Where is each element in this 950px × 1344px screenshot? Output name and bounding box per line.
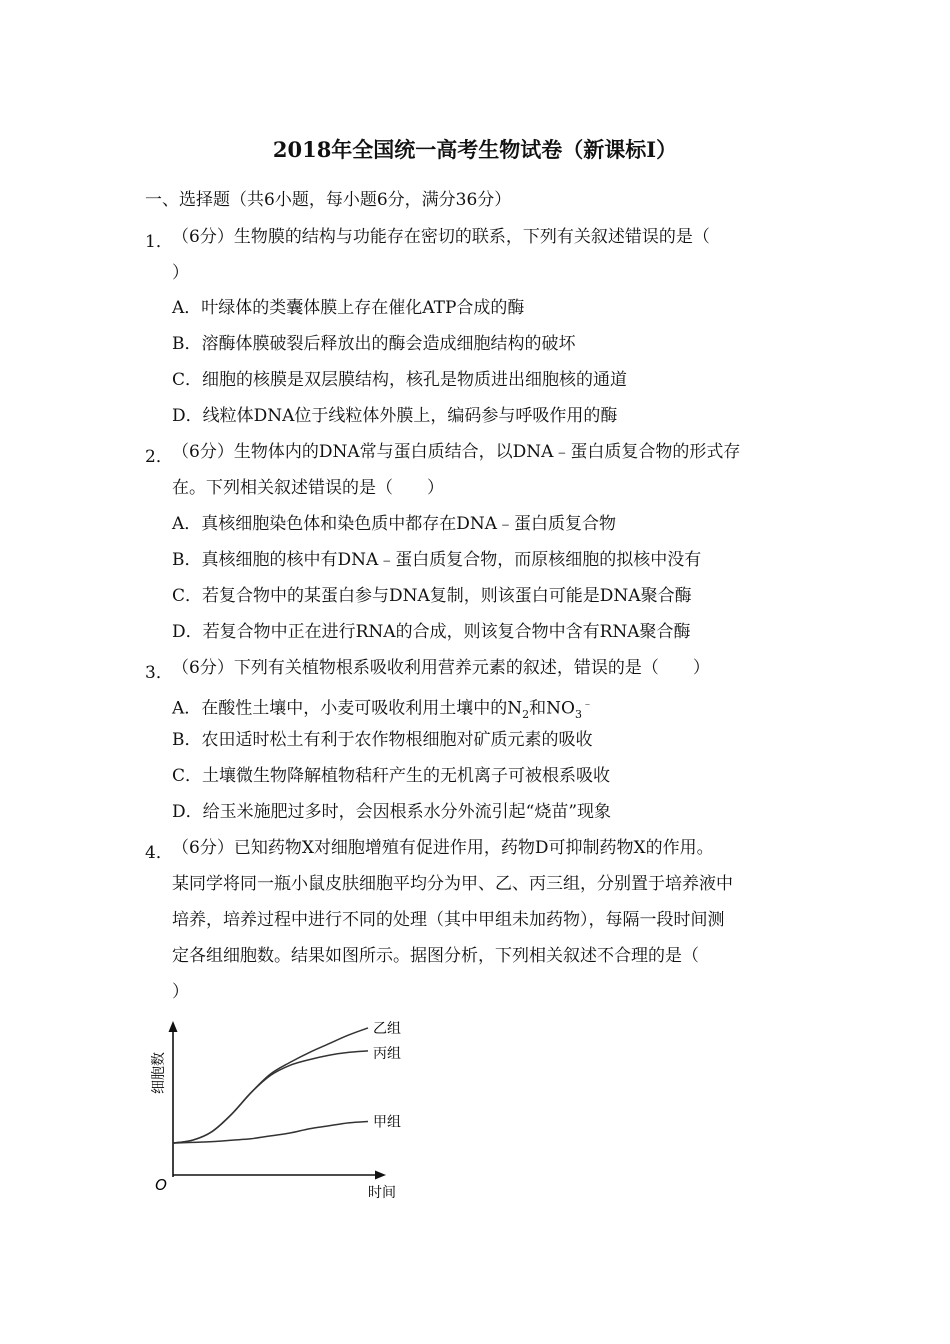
question-2-text-cont: 在。下列相关叙述错误的是（ ） (172, 478, 444, 498)
question-2-option-b: B．真核细胞的核中有DNA﹣蛋白质复合物，而原核细胞的拟核中没有 (172, 550, 702, 570)
origin-label: O (155, 1176, 167, 1194)
question-4-text-line-5: ） (172, 982, 189, 1002)
cell-count-chart (140, 1015, 440, 1215)
x-axis-label: 时间 (368, 1185, 396, 1201)
question-4-number: 4． (145, 843, 173, 863)
y-axis-label: 细胞数 (151, 1052, 167, 1094)
question-4-text-line-3: 培养，培养过程中进行不同的处理（其中甲组未加药物），每隔一段时间测 (172, 910, 725, 930)
series-label-1: 乙组 (373, 1020, 401, 1037)
subscript-2: 2 (522, 708, 530, 722)
question-1-text-cont: ） (172, 263, 189, 283)
question-1-number: 1． (145, 232, 173, 252)
page-title: 2018年全国统一高考生物试卷（新课标Ⅰ） (272, 137, 678, 162)
question-1-text: （6分）生物膜的结构与功能存在密切的联系，下列有关叙述错误的是（ (172, 227, 710, 247)
superscript-minus: ﹣ (581, 697, 593, 710)
question-4-text-line-4: 定各组细胞数。结果如图所示。据图分析，下列相关叙述不合理的是（ (172, 946, 699, 966)
question-2-option-c: C．若复合物中的某蛋白参与DNA复制，则该蛋白可能是DNA聚合酶 (172, 586, 692, 606)
series-label-3: 甲组 (373, 1114, 401, 1131)
question-4-text-line-1: （6分）已知药物X对细胞增殖有促进作用，药物D可抑制药物X的作用。 (172, 838, 714, 858)
question-3-option-a (172, 694, 593, 725)
series-line-1 (173, 1028, 368, 1143)
series-layer (173, 1021, 401, 1143)
subscript-3: 3 (574, 708, 582, 722)
series-line-3 (173, 1122, 368, 1144)
section-heading: 一、选择题（共6小题，每小题6分，满分36分） (145, 190, 512, 210)
question-3-option-b: B．农田适时松土有利于农作物根细胞对矿质元素的吸收 (172, 730, 593, 750)
question-2-text: （6分）生物体内的DNA常与蛋白质结合，以DNA﹣蛋白质复合物的形式存 (172, 442, 741, 462)
y-axis (169, 1021, 178, 1177)
question-2-number: 2． (145, 447, 173, 467)
question-1-option-b: B．溶酶体膜破裂后释放出的酶会造成细胞结构的破坏 (172, 334, 576, 354)
question-3-text: （6分）下列有关植物根系吸收利用营养元素的叙述，错误的是（ ） (172, 658, 710, 678)
option-a-text-mid: 和NO (529, 698, 575, 719)
question-3-number: 3． (145, 663, 173, 683)
option-a-text: A．在酸性土壤中，小麦可吸收利用土壤中的N (172, 698, 523, 719)
question-2-option-d: D．若复合物中正在进行RNA的合成，则该复合物中含有RNA聚合酶 (172, 622, 691, 642)
question-1-option-a: A．叶绿体的类囊体膜上存在催化ATP合成的酶 (172, 298, 525, 318)
question-3-option-d: D．给玉米施肥过多时，会因根系水分外流引起“烧苗”现象 (172, 802, 612, 822)
question-3-option-c: C．土壤微生物降解植物秸秆产生的无机离子可被根系吸收 (172, 766, 611, 786)
question-1-option-c: C．细胞的核膜是双层膜结构，核孔是物质进出细胞核的通道 (172, 370, 628, 390)
question-2-option-a: A．真核细胞染色体和染色质中都存在DNA﹣蛋白质复合物 (172, 514, 617, 534)
series-line-2 (173, 1051, 368, 1143)
series-label-2: 丙组 (373, 1045, 401, 1062)
question-4-text-line-2: 某同学将同一瓶小鼠皮肤细胞平均分为甲、乙、丙三组，分别置于培养液中 (172, 874, 733, 894)
x-axis (173, 1171, 386, 1180)
question-1-option-d: D．线粒体DNA位于线粒体外膜上，编码参与呼吸作用的酶 (172, 406, 618, 426)
